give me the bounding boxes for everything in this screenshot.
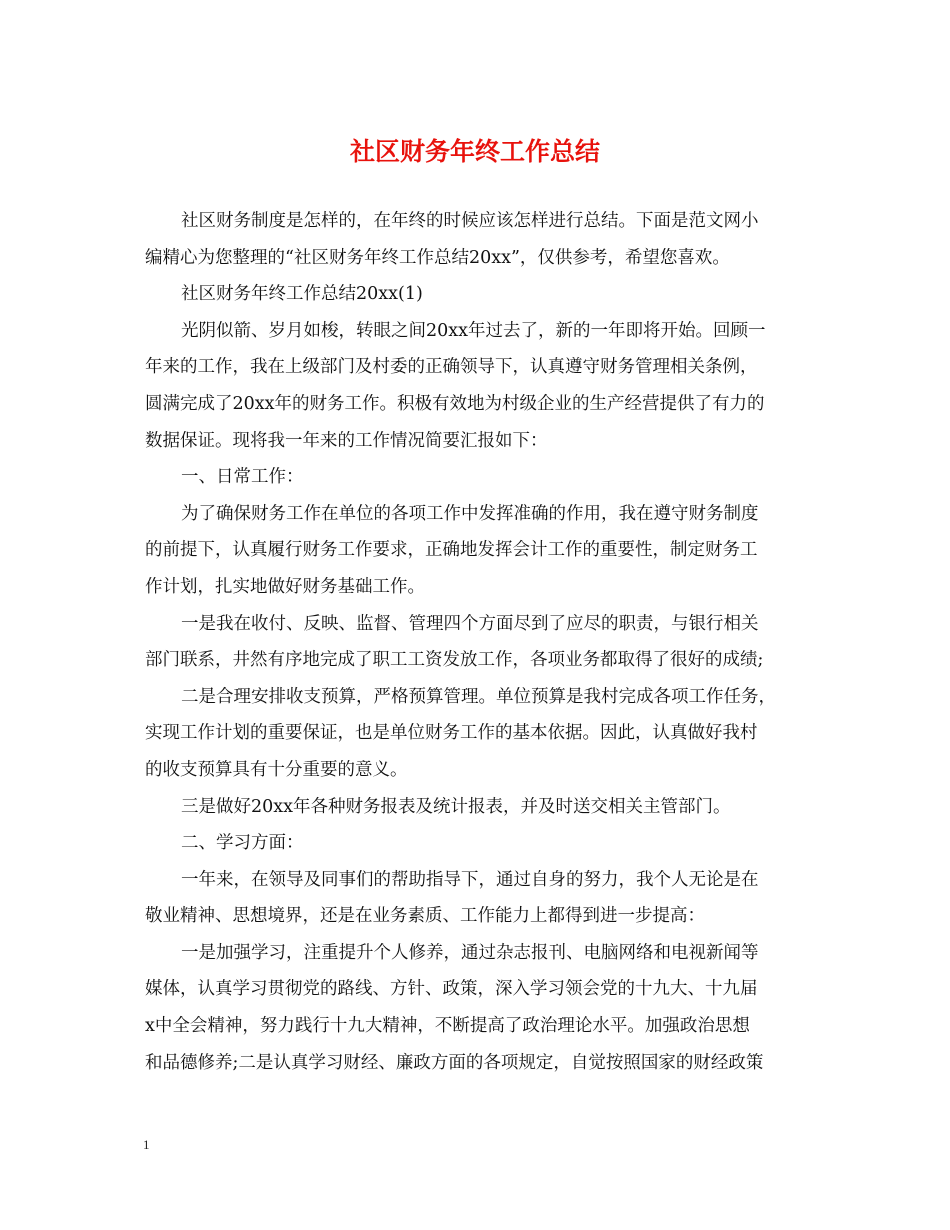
text-line: 的收支预算具有十分重要的意义。 (145, 759, 408, 780)
text-line: 年来的工作，我在上级部门及村委的正确领导下，认真遵守财务管理相关条例， (145, 357, 758, 378)
text-line: x中全会精神，努力践行十九大精神，不断提高了政治理论水平。加强政治思想 (145, 1016, 750, 1037)
text-line: 一、日常工作： (181, 467, 304, 488)
text-line: 实现工作计划的重要保证，也是单位财务工作的基本依据。因此，认真做好我村 (145, 723, 758, 744)
text-line: 的前提下，认真履行财务工作要求，正确地发挥会计工作的重要性，制定财务工 (145, 540, 758, 561)
page-number: 1 (143, 1137, 150, 1152)
text-line: 一是我在收付、反映、监督、管理四个方面尽到了应尽的职责，与银行相关 (181, 613, 759, 634)
text-line: 为了确保财务工作在单位的各项工作中发挥准确的作用，我在遵守财务制度 (181, 503, 759, 524)
text-line: 社区财务年终工作总结20xx(1) (181, 284, 423, 305)
text-line: 二、学习方面： (181, 833, 304, 854)
text-line: 敬业精神、思想境界，还是在业务素质、工作能力上都得到进一步提高： (145, 906, 705, 927)
text-line: 社区财务制度是怎样的，在年终的时候应该怎样进行总结。下面是范文网小 (181, 211, 759, 231)
document-title: 社区财务年终工作总结 (349, 137, 600, 166)
text-line: 圆满完成了20xx年的财务工作。积极有效地为村级企业的生产经营提供了有力的 (145, 393, 765, 414)
text-line: 一是加强学习，注重提升个人修养，通过杂志报刊、电脑网络和电视新闻等 (181, 942, 759, 963)
text-line: 二是合理安排收支预算，严格预算管理。单位预算是我村完成各项工作任务， (181, 686, 776, 707)
text-line: 媒体，认真学习贯彻党的路线、方针、政策，深入学习领会党的十九大、十九届 (145, 979, 758, 1000)
text-line: 和品德修养;二是认真学习财经、廉政方面的各项规定，自觉按照国家的财经政策 (145, 1052, 764, 1073)
document-body (145, 203, 811, 1081)
text-line: 作计划，扎实地做好财务基础工作。 (145, 576, 425, 597)
text-line: 光阴似箭、岁月如梭，转眼之间20xx年过去了，新的一年即将开始。回顾一 (181, 320, 766, 341)
text-line: 三是做好20xx年各种财务报表及统计报表，并及时送交相关主管部门。 (181, 796, 731, 817)
text-line: 数据保证。现将我一年来的工作情况简要汇报如下： (145, 430, 548, 451)
text-line: 一年来，在领导及同事们的帮助指导下，通过自身的努力，我个人无论是在 (181, 869, 759, 890)
text-line: 部门联系，井然有序地完成了职工工资发放工作，各项业务都取得了很好的成绩; (145, 650, 764, 671)
text-line: 编精心为您整理的“社区财务年终工作总结20xx”，仅供参考，希望您喜欢。 (145, 247, 730, 268)
